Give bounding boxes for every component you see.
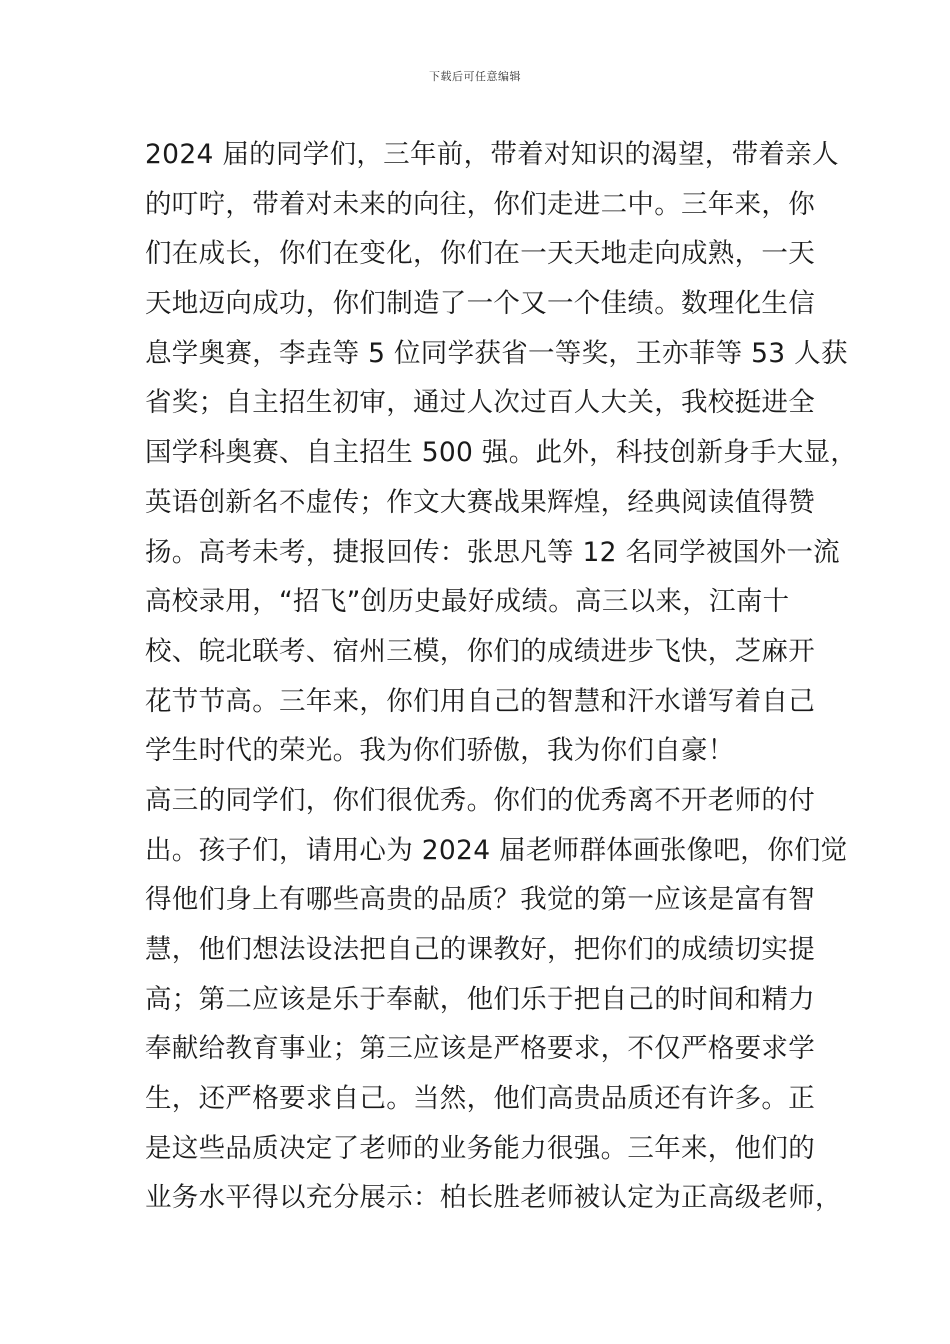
text-line: 校、皖北联考、宿州三模，你们的成绩进步飞快，芝麻开 xyxy=(145,635,815,667)
text-line: 英语创新名不虚传；作文大赛战果辉煌，经典阅读值得赞 xyxy=(145,486,815,518)
text-line: 的叮咛，带着对未来的向往，你们走进二中。三年来，你 xyxy=(145,188,815,220)
text-line: 花节节高。三年来，你们用自己的智慧和汗水谱写着自己 xyxy=(145,685,815,717)
text-line: 慧，他们想法设法把自己的课教好，把你们的成绩切实提 xyxy=(145,934,815,965)
text-line: 2024 届的同学们，三年前，带着对知识的渴望，带着亲人 xyxy=(145,139,839,170)
page-header: 下载后可任意编辑 xyxy=(429,70,521,83)
text-line: 息学奥赛，李垚等 5 位同学获省一等奖，王亦菲等 53 人获 xyxy=(145,337,848,369)
text-line: 生，还严格要求自己。当然，他们高贵品质还有许多。正 xyxy=(145,1083,815,1115)
text-line: 业务水平得以充分展示：柏长胜老师被认定为正高级老师， xyxy=(145,1182,842,1214)
text-line: 是这些品质决定了老师的业务能力很强。三年来，他们的 xyxy=(145,1132,815,1164)
text-line: 扬。高考未考，捷报回传：张思凡等 12 名同学被国外一流 xyxy=(145,536,840,568)
text-line: 得他们身上有哪些高贵的品质？我觉的第一应该是富有智 xyxy=(145,884,815,916)
text-line: 天地迈向成功，你们制造了一个又一个佳绩。数理化生信 xyxy=(145,288,815,320)
text-line: 学生时代的荣光。我为你们骄傲，我为你们自豪！ xyxy=(145,735,735,767)
text-line: 高；第二应该是乐于奉献，他们乐于把自己的时间和精力 xyxy=(145,983,815,1015)
text-line: 奉献给教育事业；第三应该是严格要求，不仅严格要求学 xyxy=(145,1033,815,1065)
text-line: 省奖；自主招生初审，通过人次过百人大关，我校挺进全 xyxy=(145,387,815,419)
text-line: 高三的同学们，你们很优秀。你们的优秀离不开老师的付 xyxy=(145,784,815,816)
text-line: 们在成长，你们在变化，你们在一天天地走向成熟，一天 xyxy=(145,238,815,270)
paragraph-1 xyxy=(145,130,858,776)
document-body xyxy=(145,130,858,1223)
text-line: 国学科奥赛、自主招生 500 强。此外，科技创新身手大显， xyxy=(145,437,858,469)
text-line: 出。孩子们，请用心为 2024 届老师群体画张像吧，你们觉 xyxy=(145,834,848,866)
text-line: 高校录用，“招飞”创历史最好成绩。高三以来，江南十 xyxy=(145,586,790,618)
paragraph-2 xyxy=(145,776,848,1223)
